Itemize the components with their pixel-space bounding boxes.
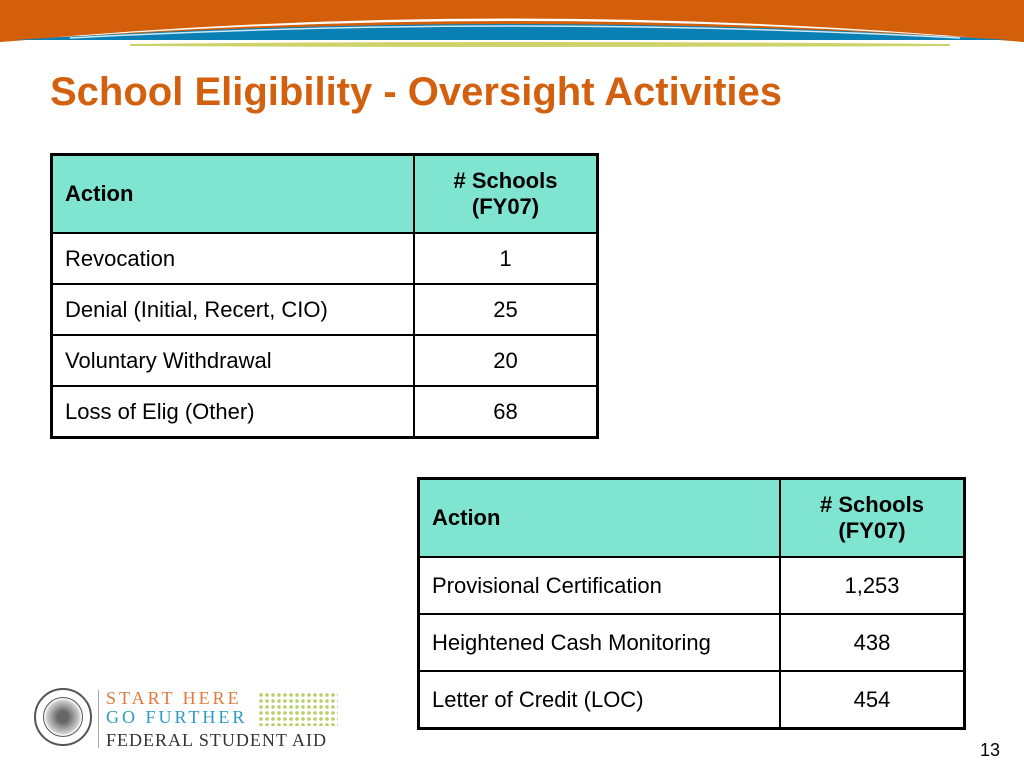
fsa-logo: [30, 686, 350, 756]
table-row: [419, 614, 965, 671]
count-cell: 25: [414, 284, 598, 335]
header-action: Action: [419, 479, 781, 558]
action-cell: Denial (Initial, Recert, CIO): [52, 284, 415, 335]
header-schools: [414, 155, 598, 234]
table-row: [52, 233, 598, 284]
table-row: [52, 284, 598, 335]
logo-line-fsa: FEDERAL STUDENT AID: [106, 730, 327, 750]
page-number: 13: [979, 740, 1000, 760]
action-cell: Revocation: [52, 233, 415, 284]
header-action: Action: [52, 155, 415, 234]
header-schools-line1: # Schools: [453, 168, 558, 193]
logo-dots-arrow-icon: [258, 692, 338, 726]
table-row: [419, 557, 965, 614]
eligibility-actions-table: [50, 153, 599, 439]
header-schools-line2: (FY07): [471, 194, 540, 219]
logo-divider: [98, 690, 99, 748]
table-row: [52, 386, 598, 438]
oversight-actions-table: [417, 477, 966, 730]
count-cell: 20: [414, 335, 598, 386]
logo-line-go-further: GO FURTHER: [106, 707, 248, 727]
count-cell: 454: [780, 671, 965, 729]
count-cell: 1: [414, 233, 598, 284]
action-cell: Voluntary Withdrawal: [52, 335, 415, 386]
action-cell: Letter of Credit (LOC): [419, 671, 781, 729]
action-cell: Loss of Elig (Other): [52, 386, 415, 438]
table-header-row: [419, 479, 965, 558]
header-banner: [0, 0, 1024, 50]
page-title: School Eligibility - Oversight Activities: [50, 70, 782, 114]
table-row: [52, 335, 598, 386]
count-cell: 1,253: [780, 557, 965, 614]
action-cell: Provisional Certification: [419, 557, 781, 614]
department-seal-icon: [34, 688, 92, 746]
table-row: [419, 671, 965, 729]
action-cell: Heightened Cash Monitoring: [419, 614, 781, 671]
count-cell: 68: [414, 386, 598, 438]
header-schools-line2: (FY07): [838, 518, 906, 543]
header-schools: [780, 479, 965, 558]
count-cell: 438: [780, 614, 965, 671]
header-schools-line1: # Schools: [820, 492, 924, 517]
table-header-row: [52, 155, 598, 234]
logo-line-start-here: START HERE: [106, 688, 242, 708]
